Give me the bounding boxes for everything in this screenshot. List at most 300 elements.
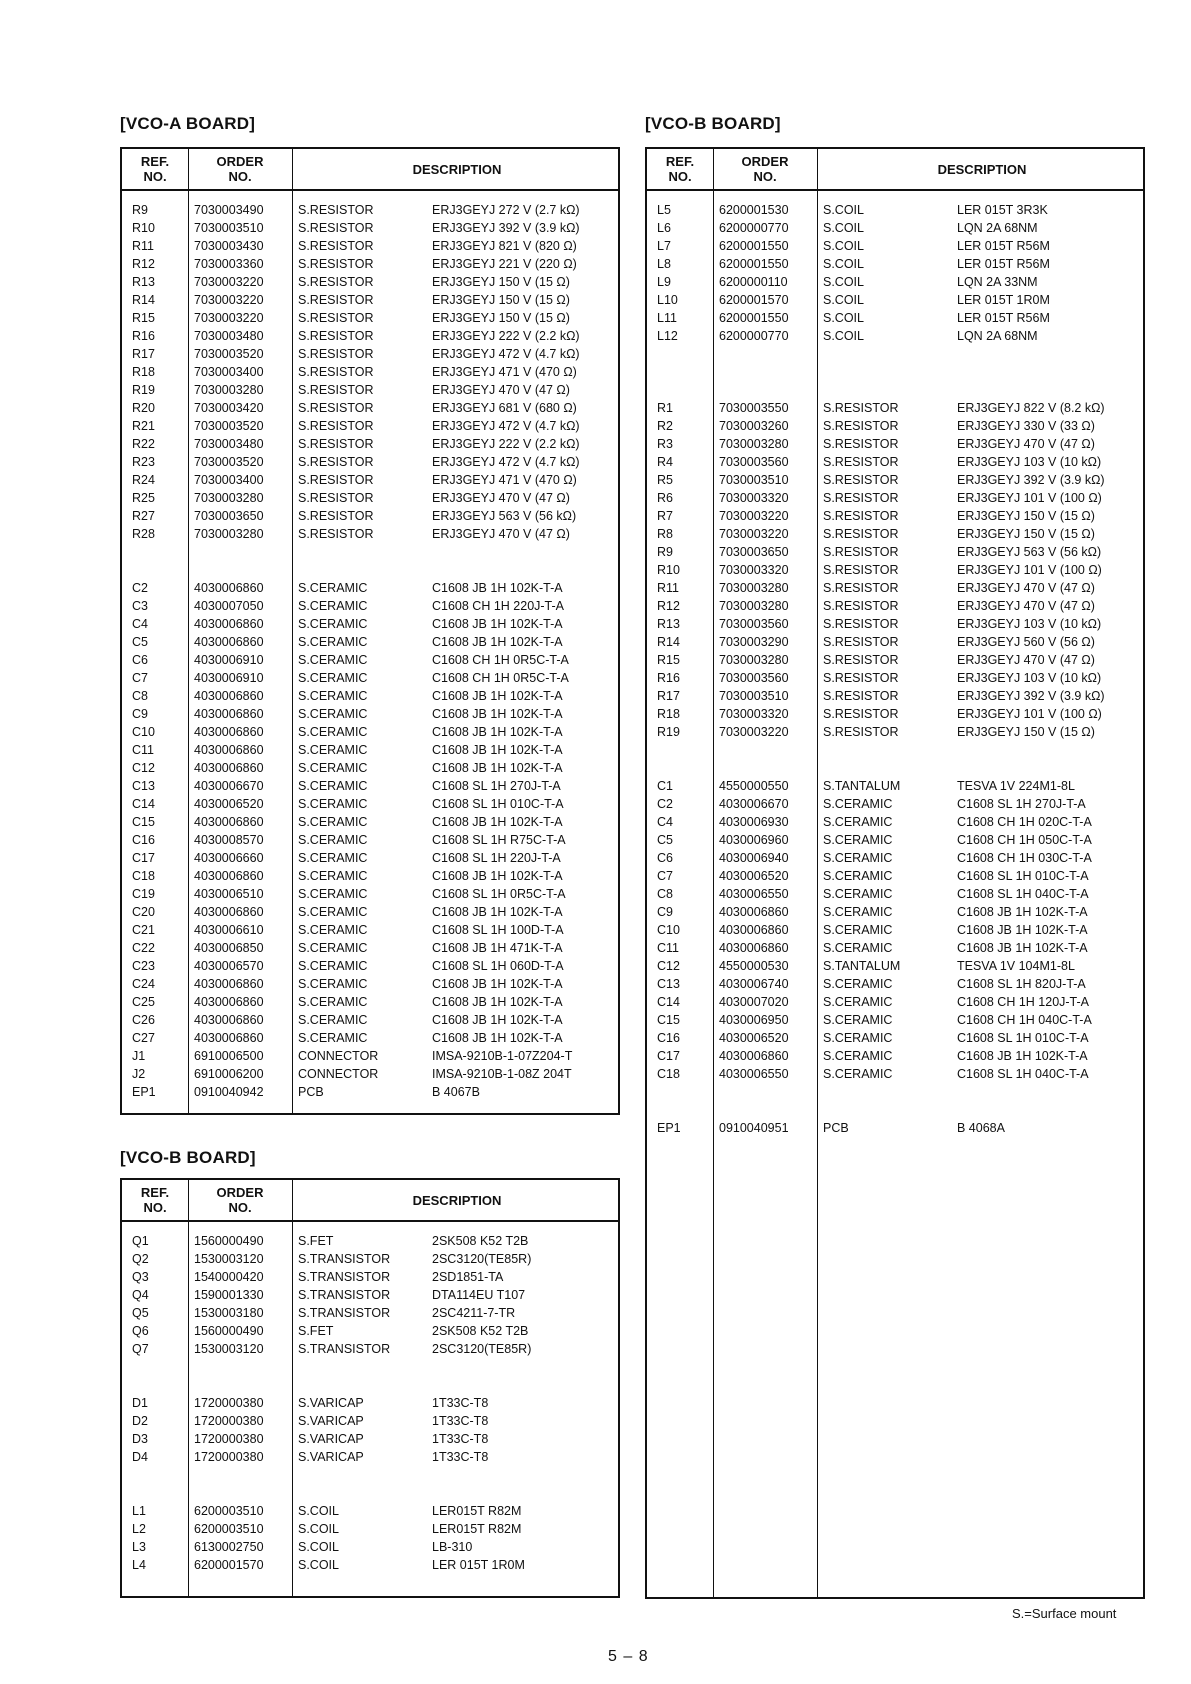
cell-order: 7030003280 [194,383,264,397]
cell-ref: Q1 [132,1234,149,1248]
cell-type: S.CERAMIC [823,851,893,865]
table-row [647,939,1143,957]
cell-ref: EP1 [132,1085,156,1099]
table-row [122,1322,618,1340]
table-row [122,381,618,399]
cell-ref: R22 [132,437,155,451]
header-description [292,1180,622,1220]
cell-ref: C7 [132,671,148,685]
header-description-line: DESCRIPTION [412,161,502,177]
cell-ref: R3 [657,437,673,451]
cell-order: 7030003560 [719,455,789,469]
cell-ref: R1 [657,401,673,415]
cell-type: S.RESISTOR [823,671,899,685]
cell-ref: C13 [657,977,680,991]
table-row [122,363,618,381]
row-spacer [122,543,618,561]
cell-part: ERJ3GEYJ 821 V (820 Ω) [432,239,577,253]
cell-type: S.RESISTOR [298,455,374,469]
cell-ref: R9 [657,545,673,559]
cell-ref: C6 [132,653,148,667]
cell-part: ERJ3GEYJ 221 V (220 Ω) [432,257,577,271]
header-ref-no-line: NO. [143,169,167,184]
table-row [122,795,618,813]
cell-order: 1720000380 [194,1414,264,1428]
cell-part: C1608 JB 1H 102K-T-A [432,905,563,919]
cell-order: 7030003430 [194,239,264,253]
cell-ref: C27 [132,1031,155,1045]
cell-ref: C12 [657,959,680,973]
cell-part: ERJ3GEYJ 150 V (15 Ω) [957,725,1095,739]
cell-order: 4030006860 [194,689,264,703]
cell-type: S.COIL [823,221,864,235]
cell-ref: C17 [657,1049,680,1063]
cell-part: C1608 CH 1H 030C-T-A [957,851,1092,865]
cell-ref: R17 [132,347,155,361]
cell-order: 7030003400 [194,365,264,379]
table-row [647,903,1143,921]
table-row [122,1286,618,1304]
cell-part: ERJ3GEYJ 101 V (100 Ω) [957,707,1102,721]
board-title-vco-a: [VCO-A BOARD] [120,114,256,133]
cell-part: C1608 JB 1H 102K-T-A [957,941,1088,955]
cell-order: 6200001550 [719,239,789,253]
cell-type: S.RESISTOR [298,239,374,253]
cell-order: 4030006520 [194,797,264,811]
table-row [647,399,1143,417]
cell-order: 6200000110 [719,275,788,289]
cell-order: 4030006860 [194,617,264,631]
cell-order: 4030006860 [194,743,264,757]
cell-type: S.CERAMIC [298,599,368,613]
cell-type: S.CERAMIC [823,833,893,847]
cell-ref: D2 [132,1414,148,1428]
cell-part: C1608 JB 1H 102K-T-A [432,1031,563,1045]
cell-type: S.FET [298,1234,334,1248]
table-row [122,345,618,363]
cell-ref: R13 [657,617,680,631]
cell-ref: R8 [657,527,673,541]
cell-type: S.RESISTOR [823,491,899,505]
cell-type: S.RESISTOR [298,275,374,289]
cell-ref: L12 [657,329,678,343]
row-spacer [647,381,1143,399]
table-row [647,1011,1143,1029]
cell-type: S.CERAMIC [298,761,368,775]
cell-ref: R23 [132,455,155,469]
header-order-no-line: ORDER [216,1185,264,1200]
table-header [647,149,1143,191]
table-row [122,597,618,615]
cell-ref: C10 [132,725,155,739]
cell-type: S.RESISTOR [823,545,899,559]
cell-part: ERJ3GEYJ 101 V (100 Ω) [957,491,1102,505]
cell-order: 7030003280 [719,599,789,613]
cell-type: S.COIL [823,203,864,217]
cell-type: S.CERAMIC [298,977,368,991]
cell-type: S.TRANSISTOR [298,1306,391,1320]
cell-part: LB-310 [432,1540,473,1554]
cell-order: 7030003520 [194,347,264,361]
cell-part: C1608 CH 1H 050C-T-A [957,833,1092,847]
table-body [647,201,1143,1137]
table-row [122,1340,618,1358]
table-row [122,957,618,975]
cell-part: B 4067B [432,1085,480,1099]
cell-order: 0910040942 [194,1085,264,1099]
cell-order: 7030003290 [719,635,789,649]
cell-part: 1T33C-T8 [432,1396,489,1410]
cell-order: 4030007050 [194,599,264,613]
cell-type: S.CERAMIC [298,635,368,649]
table-body [122,201,618,1101]
cell-order: 4030006850 [194,941,264,955]
cell-part: LQN 2A 33NM [957,275,1038,289]
cell-order: 4030006860 [194,725,264,739]
cell-ref: Q3 [132,1270,149,1284]
table-row [647,885,1143,903]
table-row [122,309,618,327]
cell-type: S.CERAMIC [298,815,368,829]
cell-order: 7030003260 [719,419,789,433]
table-row [122,219,618,237]
cell-part: C1608 JB 1H 102K-T-A [432,815,563,829]
cell-type: S.CERAMIC [823,977,893,991]
cell-type: S.CERAMIC [823,995,893,1009]
cell-part: LER015T R82M [432,1522,522,1536]
cell-ref: C14 [657,995,680,1009]
table-row [122,867,618,885]
cell-type: S.RESISTOR [823,527,899,541]
cell-part: 1T33C-T8 [432,1432,489,1446]
cell-part: ERJ3GEYJ 470 V (47 Ω) [957,599,1095,613]
table-row [122,741,618,759]
header-ref-no-line: REF. [665,154,695,169]
table-row [647,219,1143,237]
cell-ref: C14 [132,797,155,811]
cell-ref: C16 [657,1031,680,1045]
cell-part: IMSA-9210B-1-08Z 204T [432,1067,572,1081]
cell-ref: C11 [132,743,155,757]
cell-ref: R11 [657,581,680,595]
cell-order: 6200003510 [194,1522,264,1536]
cell-ref: Q2 [132,1252,149,1266]
cell-type: S.RESISTOR [298,347,374,361]
cell-type: S.RESISTOR [823,563,899,577]
header-description-line: DESCRIPTION [937,161,1027,177]
row-spacer [122,1484,618,1502]
cell-part: ERJ3GEYJ 222 V (2.2 kΩ) [432,437,580,451]
cell-order: 1530003180 [194,1306,264,1320]
cell-part: 2SC4211-7-TR [432,1306,516,1320]
row-spacer [647,1101,1143,1119]
table-row [122,525,618,543]
cell-order: 7030003560 [719,671,789,685]
cell-part: LER 015T R56M [957,257,1050,271]
cell-order: 4030006520 [719,869,789,883]
table-row [647,705,1143,723]
cell-type: S.RESISTOR [298,401,374,415]
cell-ref: L1 [132,1504,146,1518]
cell-ref: L3 [132,1540,146,1554]
table-row [122,921,618,939]
table-row [647,957,1143,975]
cell-type: S.RESISTOR [298,419,374,433]
cell-part: C1608 SL 1H 010C-T-A [432,797,564,811]
table-row [647,777,1143,795]
cell-part: ERJ3GEYJ 392 V (3.9 kΩ) [957,473,1105,487]
cell-part: C1608 CH 1H 040C-T-A [957,1013,1092,1027]
table-row [647,633,1143,651]
table-row [647,471,1143,489]
cell-order: 7030003480 [194,329,264,343]
cell-part: LER 015T 1R0M [957,293,1050,307]
cell-order: 4030007020 [719,995,789,1009]
table-row [647,867,1143,885]
cell-type: S.RESISTOR [298,293,374,307]
cell-type: CONNECTOR [298,1067,379,1081]
header-order-no [713,149,817,189]
table-row [647,669,1143,687]
cell-order: 4030006550 [719,887,789,901]
cell-type: S.CERAMIC [823,905,893,919]
cell-ref: R10 [132,221,155,235]
cell-type: S.RESISTOR [823,581,899,595]
row-spacer [647,759,1143,777]
table-row [122,273,618,291]
table-row [122,579,618,597]
cell-order: 4030006660 [194,851,264,865]
table-row [647,921,1143,939]
cell-type: S.CERAMIC [298,671,368,685]
cell-type: S.COIL [823,293,864,307]
cell-ref: C13 [132,779,155,793]
cell-order: 6200001570 [194,1558,264,1572]
cell-type: S.RESISTOR [823,437,899,451]
cell-type: S.RESISTOR [823,599,899,613]
row-spacer [647,345,1143,363]
cell-ref: R5 [657,473,673,487]
table-row [647,975,1143,993]
table-row [122,1029,618,1047]
cell-part: ERJ3GEYJ 470 V (47 Ω) [432,491,570,505]
cell-type: S.CERAMIC [823,797,893,811]
table-header [122,149,618,191]
cell-ref: R18 [132,365,155,379]
cell-ref: Q6 [132,1324,149,1338]
cell-part: ERJ3GEYJ 470 V (47 Ω) [432,383,570,397]
cell-part: C1608 CH 1H 0R5C-T-A [432,653,569,667]
cell-part: ERJ3GEYJ 470 V (47 Ω) [957,437,1095,451]
table-row [122,1502,618,1520]
cell-part: ERJ3GEYJ 150 V (15 Ω) [432,311,570,325]
board-title-vco-b-left: [VCO-B BOARD] [120,1148,256,1167]
cell-order: 7030003360 [194,257,264,271]
table-row [122,1011,618,1029]
cell-order: 4030006670 [719,797,789,811]
cell-type: S.CERAMIC [298,851,368,865]
table-row [647,687,1143,705]
cell-order: 1560000490 [194,1324,264,1338]
cell-type: S.CERAMIC [298,617,368,631]
cell-order: 4550000550 [719,779,789,793]
cell-ref: C19 [132,887,155,901]
cell-part: C1608 JB 1H 102K-T-A [432,743,563,757]
cell-part: ERJ3GEYJ 681 V (680 Ω) [432,401,577,415]
cell-part: ERJ3GEYJ 150 V (15 Ω) [957,509,1095,523]
cell-order: 6200001550 [719,311,789,325]
table-row [122,1520,618,1538]
cell-ref: C2 [657,797,673,811]
cell-part: C1608 SL 1H 040C-T-A [957,1067,1089,1081]
cell-type: S.RESISTOR [823,707,899,721]
table-row [647,309,1143,327]
cell-order: 4030006930 [719,815,789,829]
cell-order: 4030006860 [194,635,264,649]
cell-type: S.CERAMIC [298,995,368,1009]
cell-ref: C5 [132,635,148,649]
table-row [122,903,618,921]
cell-part: C1608 JB 1H 471K-T-A [432,941,563,955]
cell-order: 1540000420 [194,1270,264,1284]
cell-type: S.RESISTOR [823,455,899,469]
cell-type: S.TRANSISTOR [298,1270,391,1284]
cell-type: S.RESISTOR [298,527,374,541]
table-row [647,993,1143,1011]
cell-ref: R24 [132,473,155,487]
table-row [647,795,1143,813]
cell-part: LER015T R82M [432,1504,522,1518]
cell-part: ERJ3GEYJ 472 V (4.7 kΩ) [432,347,580,361]
cell-order: 4030006910 [194,653,264,667]
cell-order: 0910040951 [719,1121,789,1135]
cell-part: C1608 SL 1H 040C-T-A [957,887,1089,901]
cell-ref: C8 [132,689,148,703]
cell-part: ERJ3GEYJ 392 V (3.9 kΩ) [957,689,1105,703]
table-row [647,543,1143,561]
row-spacer [647,1083,1143,1101]
row-spacer [647,363,1143,381]
cell-ref: C17 [132,851,155,865]
cell-type: S.CERAMIC [298,743,368,757]
cell-order: 6910006200 [194,1067,264,1081]
cell-part: C1608 JB 1H 102K-T-A [432,725,563,739]
cell-part: ERJ3GEYJ 471 V (470 Ω) [432,473,577,487]
cell-ref: L7 [657,239,671,253]
cell-order: 7030003280 [719,581,789,595]
cell-ref: C11 [657,941,680,955]
cell-order: 6200000770 [719,221,789,235]
cell-type: S.RESISTOR [298,509,374,523]
cell-ref: Q5 [132,1306,149,1320]
cell-ref: C5 [657,833,673,847]
cell-ref: C7 [657,869,673,883]
cell-order: 6200003510 [194,1504,264,1518]
cell-ref: C26 [132,1013,155,1027]
cell-part: C1608 SL 1H 270J-T-A [957,797,1086,811]
cell-part: 2SD1851-TA [432,1270,504,1284]
cell-order: 7030003420 [194,401,264,415]
table-row [647,1119,1143,1137]
cell-order: 7030003510 [719,473,789,487]
table-row [122,885,618,903]
cell-ref: C8 [657,887,673,901]
cell-ref: L9 [657,275,671,289]
table-row [122,1065,618,1083]
cell-ref: R15 [657,653,680,667]
parts-table-vco-b-left [120,1178,620,1598]
cell-type: S.COIL [823,329,864,343]
cell-order: 7030003280 [194,527,264,541]
cell-part: C1608 CH 1H 220J-T-A [432,599,565,613]
cell-type: S.TRANSISTOR [298,1288,391,1302]
cell-type: S.CERAMIC [298,869,368,883]
header-order-no [188,1180,292,1220]
cell-type: S.CERAMIC [823,923,893,937]
cell-ref: L10 [657,293,678,307]
cell-order: 4030006950 [719,1013,789,1027]
cell-part: ERJ3GEYJ 470 V (47 Ω) [432,527,570,541]
cell-type: S.RESISTOR [823,635,899,649]
cell-type: S.RESISTOR [298,437,374,451]
cell-order: 7030003220 [194,311,264,325]
table-row [647,507,1143,525]
page-number: 5 – 8 [608,1648,649,1665]
cell-ref: L4 [132,1558,146,1572]
table-row [122,1047,618,1065]
table-row [647,831,1143,849]
cell-ref: R4 [657,455,673,469]
cell-part: C1608 JB 1H 102K-T-A [957,1049,1088,1063]
header-order-no-line: NO. [228,169,252,184]
cell-part: B 4068A [957,1121,1005,1135]
cell-order: 7030003220 [719,509,789,523]
header-ref-no-line: REF. [140,1185,170,1200]
cell-part: 2SK508 K52 T2B [432,1234,529,1248]
cell-ref: L6 [657,221,671,235]
header-order-no-line: NO. [228,1200,252,1215]
header-description [817,149,1147,189]
cell-type: S.RESISTOR [298,329,374,343]
table-row [122,453,618,471]
cell-type: S.RESISTOR [298,365,374,379]
cell-ref: R19 [657,725,680,739]
table-row [647,561,1143,579]
cell-type: S.CERAMIC [298,833,368,847]
cell-part: C1608 JB 1H 102K-T-A [432,689,563,703]
cell-ref: C15 [132,815,155,829]
cell-order: 7030003320 [719,491,789,505]
header-ref-no-line: NO. [668,169,692,184]
cell-part: 2SC3120(TE85R) [432,1342,532,1356]
cell-type: S.CERAMIC [823,887,893,901]
cell-type: S.RESISTOR [298,257,374,271]
row-spacer [122,561,618,579]
cell-ref: R16 [657,671,680,685]
cell-type: S.CERAMIC [823,869,893,883]
cell-part: TESVA 1V 224M1-8L [957,779,1075,793]
cell-part: C1608 JB 1H 102K-T-A [957,923,1088,937]
cell-type: S.CERAMIC [298,725,368,739]
cell-type: S.FET [298,1324,334,1338]
row-spacer [122,1358,618,1376]
cell-type: S.VARICAP [298,1432,364,1446]
cell-part: DTA114EU T107 [432,1288,526,1302]
cell-type: S.RESISTOR [823,617,899,631]
cell-part: C1608 JB 1H 102K-T-A [432,617,563,631]
cell-type: S.RESISTOR [823,509,899,523]
cell-order: 4030006860 [719,923,789,937]
